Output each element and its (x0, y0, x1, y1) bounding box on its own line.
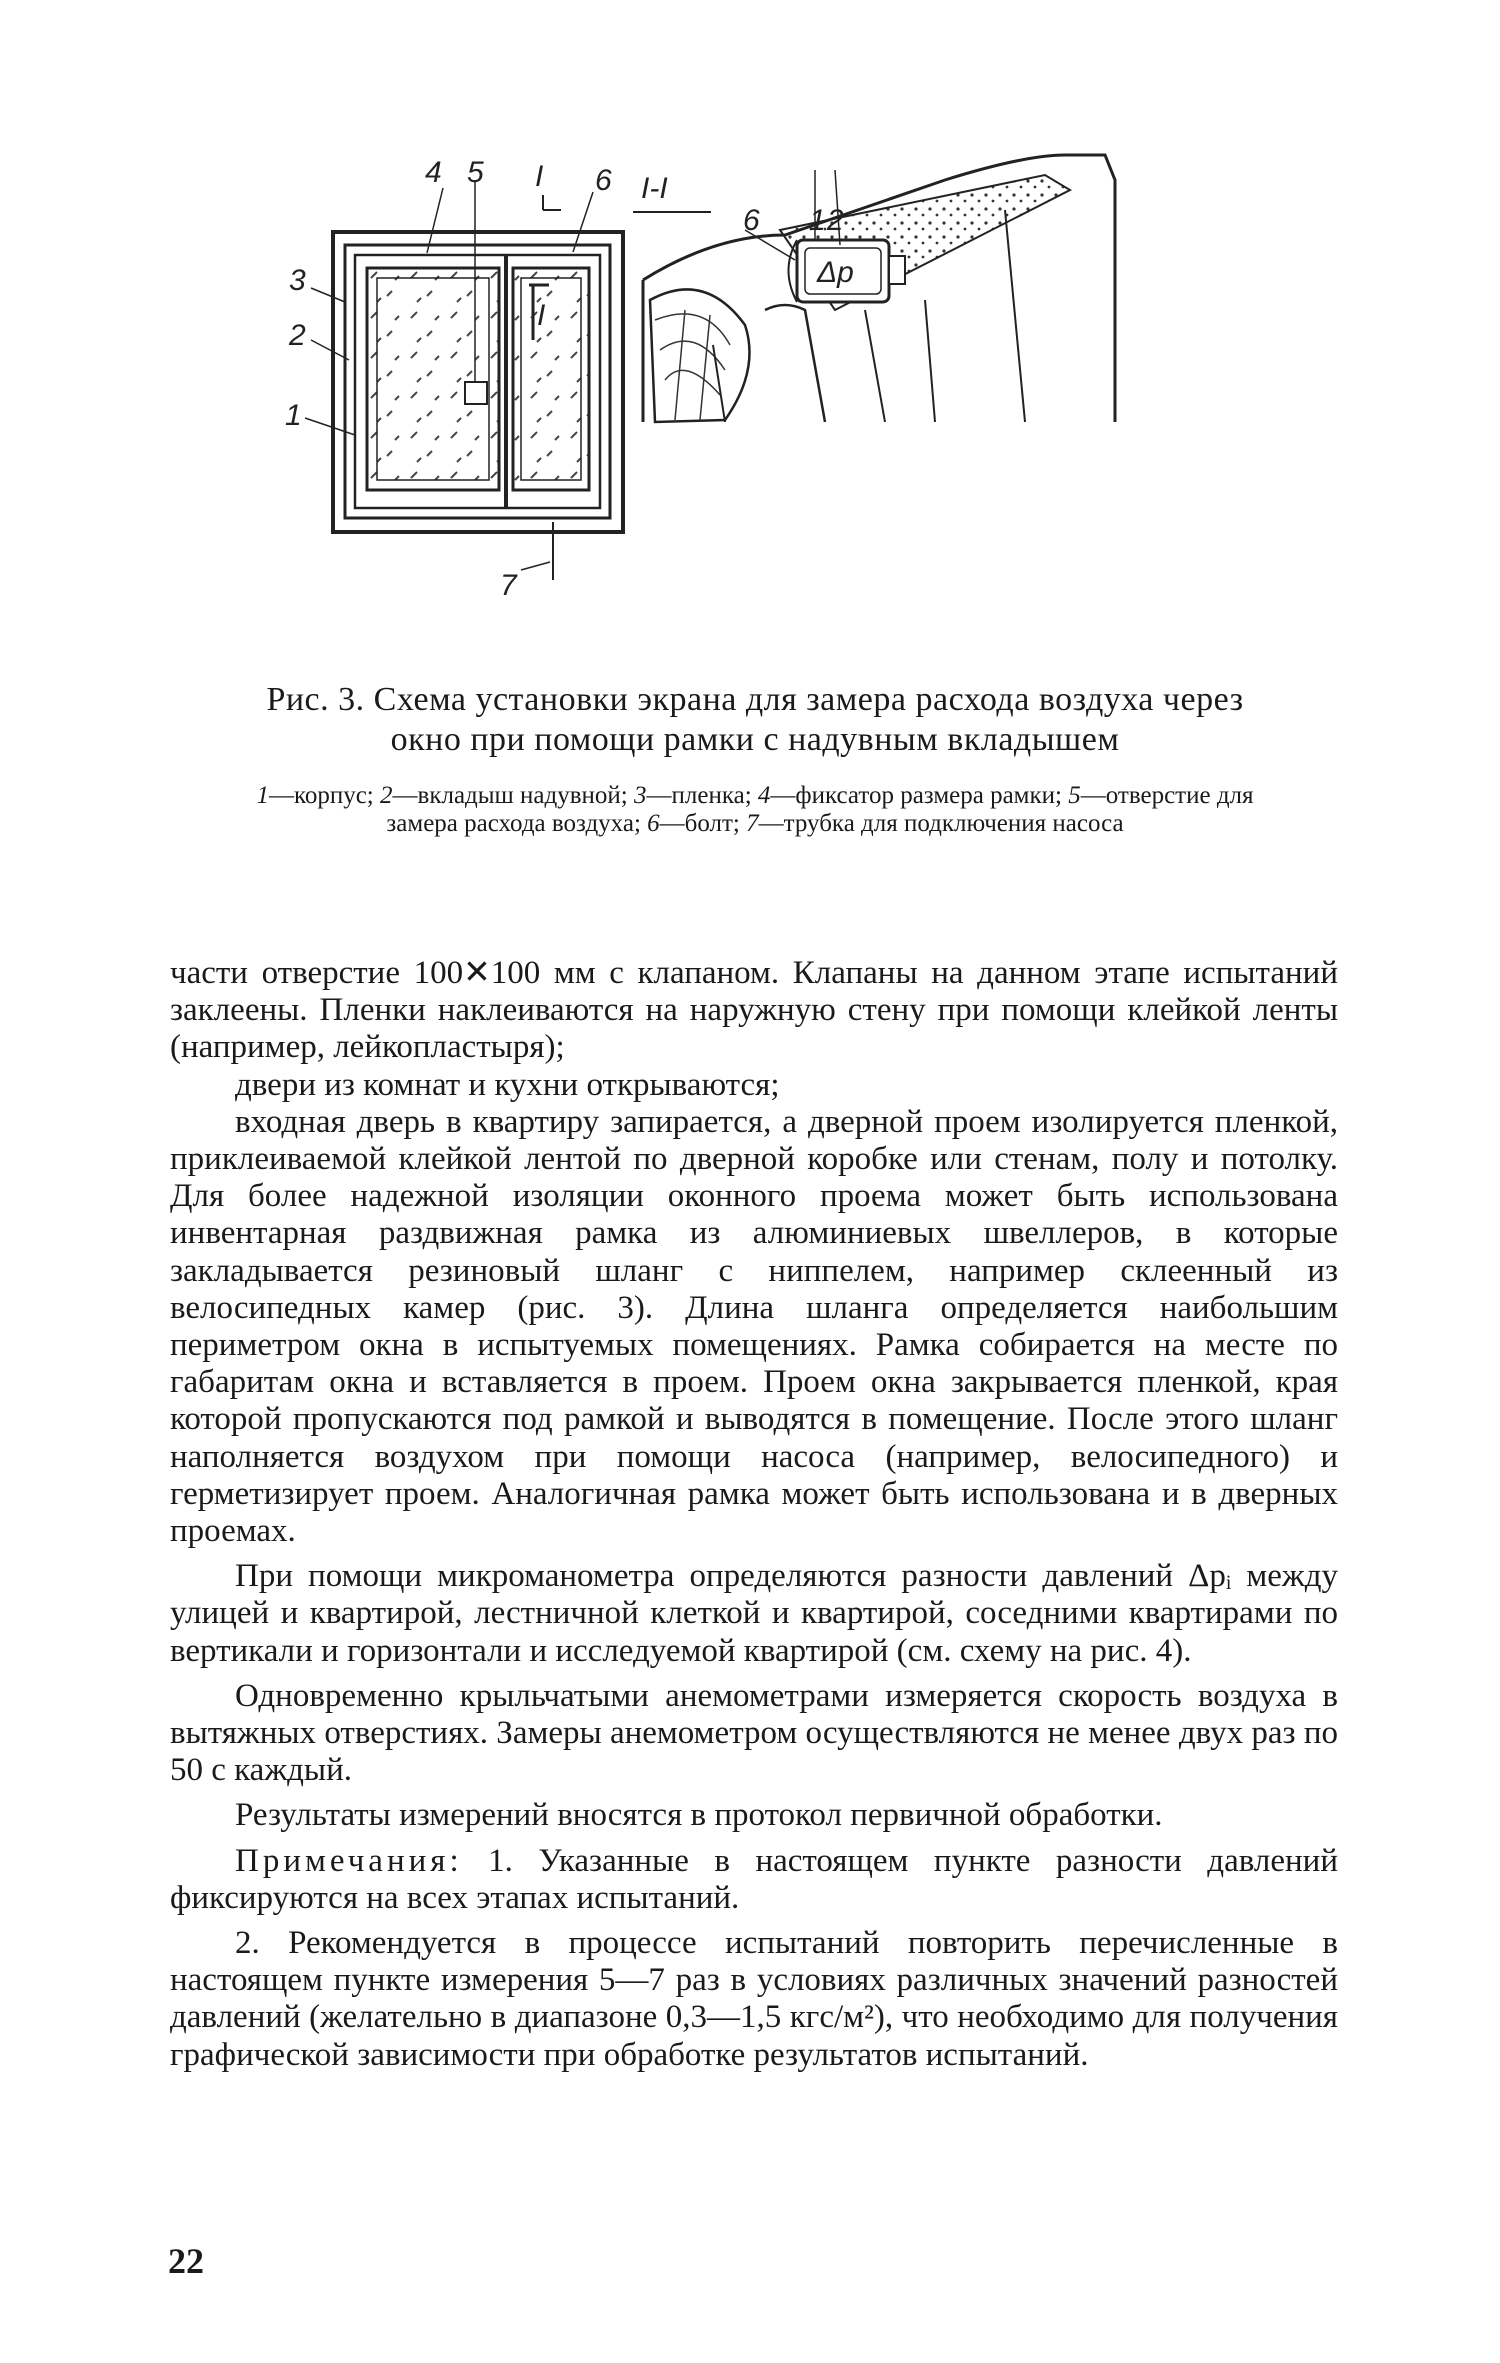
legend-item-4: 4—фиксатор размера рамки; (757, 782, 1069, 809)
note-2: 2. Рекомендуется в процессе испытаний повторить перечисленные в настоящем пункте измерения 5—7 раз в условиях различных значений разностей давлений (желательно в диапазоне 0,3—1,5 кгс/м²), что необходимо для получения графической зависимости при обработке результатов испытаний. (170, 1925, 1338, 2073)
page-number: 22 (168, 2241, 204, 2281)
paragraph-1: части отверстие 100✕100 мм с клапаном. Клапаны на данном этапе испытаний заклеены. Пленки наклеиваются на наружную стену при помощи клейкой ленты (например, лейкопластыря); (170, 955, 1338, 1066)
paragraph-2: двери из комнат и кухни открываются; (235, 1066, 780, 1103)
label-4: 4 (425, 156, 442, 189)
label-7: 7 (500, 569, 517, 602)
label-1: 1 (285, 399, 302, 432)
caption-legend (255, 782, 1255, 838)
caption-title: Рис. 3. Схема установки экрана для замера расхода воздуха через окно при помощи рамки с надувным вкладышем (266, 681, 1244, 758)
label-section-mark: I (535, 160, 544, 193)
body-text (170, 955, 1338, 2074)
legend-item-6: 6—болт; (647, 810, 747, 837)
label-s6: 6 (743, 204, 760, 237)
figure-caption (255, 680, 1255, 838)
notes-paragraph (170, 1843, 1338, 1917)
label-5: 5 (467, 156, 484, 189)
label-6: 6 (595, 164, 612, 197)
label-s1: 1 (809, 204, 826, 237)
section-view (643, 155, 1115, 422)
paragraph-4: При помощи микроманометра определяются разности давлений Δpᵢ между улицей и квартирой, лестничной клеткой и квартирой, соседними квартирами по вертикали и горизонтали и исследуемой квартирой (см. схему на рис. 4). (170, 1558, 1338, 1669)
note-1: 1. Указанные в настоящем пункте разности давлений фиксируются на всех этапах испытаний. (170, 1842, 1338, 1916)
label-section-title: I-I (641, 172, 668, 205)
legend-item-7: 7—трубка для подключения насоса (746, 810, 1124, 837)
window-front-view (305, 180, 623, 580)
label-delta-p: Δp (817, 256, 854, 289)
label-section-mark-2: I (537, 299, 546, 332)
legend-item-1: 1—корпус; (256, 782, 381, 809)
paragraph-6: Результаты измерений вносятся в протокол первичной обработки. (235, 1797, 1163, 1834)
label-2: 2 (289, 319, 306, 352)
legend-item-2: 2—вкладыш надувной; (380, 782, 635, 809)
paragraph-5: Одновременно крыльчатыми анемометрами измеряется скорость воздуха в вытяжных отверстиях. Замеры анемометром осуществляются не менее двух раз по 50 с каждый. (170, 1677, 1338, 1789)
label-3: 3 (289, 264, 306, 297)
paragraph-3: входная дверь в квартиру запирается, а дверной проем изолируется пленкой, приклеиваемой клейкой лентой по дверной коробке или стенам, полу и потолку. Для более надежной изоляции оконного проема может быть использована инвентарная раздвижная рамка из алюминиевых швеллеров, в которые закладывается резиновый шланг с ниппелем, например склеенный из велосипедных камер (рис. 3). Длина шланга определяется наибольшим периметром окна в испытуемых помещениях. Рамка собирается на месте по габаритам окна и вставляется в проем. Проем окна закрывается пленкой, края которой пропускаются под рамкой и выводятся в помещение. После этого шланг наполняется воздухом при помощи насоса (например, велосипедного) и герметизирует проем. Аналогичная рамка может быть использована и в дверных проемах. (170, 1103, 1338, 1550)
label-s2: 2 (827, 204, 844, 237)
notes-label: Примечания: (235, 1842, 463, 1879)
legend-item-5: 5—отверстие для замера расхода воздуха; (386, 782, 1254, 837)
figure-3 (285, 150, 1225, 650)
legend-item-3: 3—пленка; (634, 782, 758, 809)
window-frame-diagram (285, 150, 1225, 650)
